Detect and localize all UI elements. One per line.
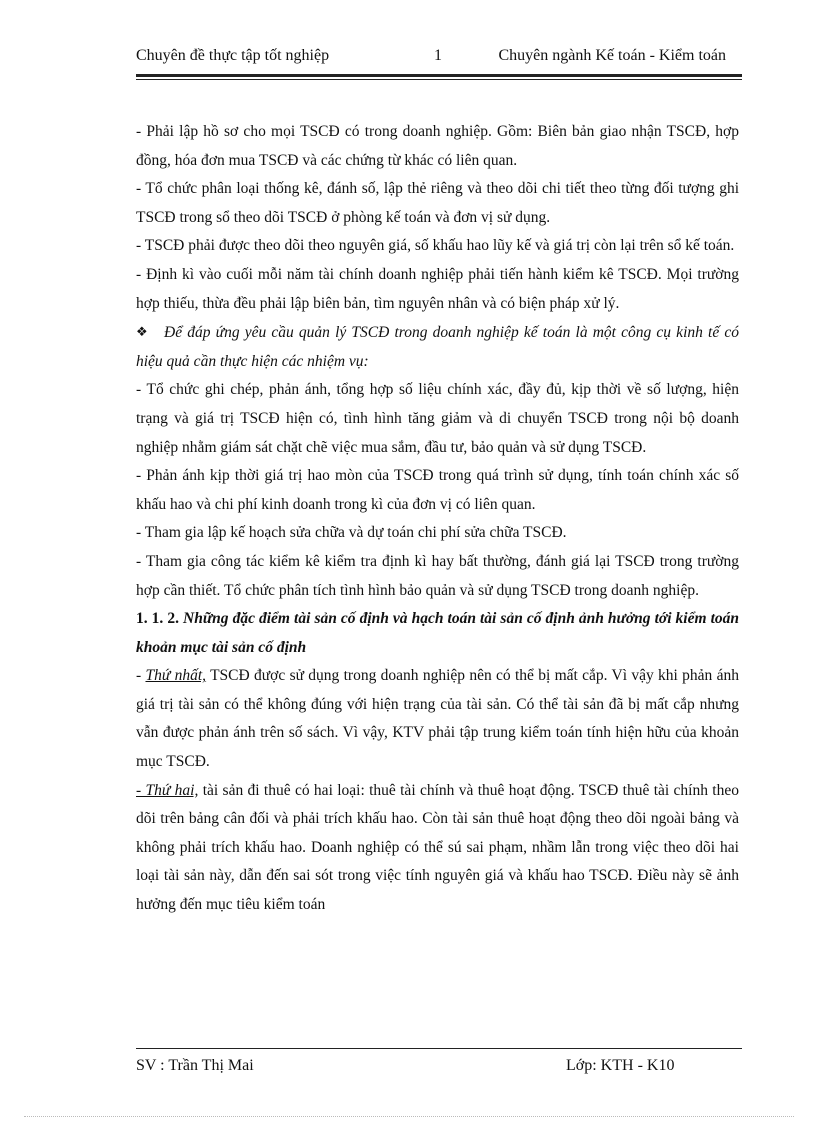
footer-class: Lớp: KTH - K10	[566, 1057, 675, 1074]
paragraph-10	[136, 777, 739, 920]
header-rule-thick	[136, 74, 742, 77]
diamond-bullet-icon: ❖	[136, 324, 148, 340]
page-number: 1	[434, 47, 442, 64]
second-label: - Thứ hai,	[136, 781, 199, 799]
paragraph-5: - Tổ chức ghi chép, phản ánh, tổng hợp số liệu chính xác, đầy đủ, kịp thời về số lượng, hiện trạng và giá trị TSCĐ hiện có, tình hình tăng giảm và di chuyển TSCĐ trong nội bộ doanh nghiệp nhằm giám sát chặt chẽ việc mua sắm, đầu tư, bảo quản và sử dụng TSCĐ.	[136, 381, 739, 456]
section-heading	[136, 605, 739, 662]
first-label: Thứ nhất,	[145, 667, 207, 685]
bullet-paragraph	[136, 318, 739, 376]
page-edge-divider	[24, 1116, 794, 1117]
paragraph-2: - Tổ chức phân loại thống kê, đánh số, lập thẻ riêng và theo dõi chi tiết theo từng đối tượng ghi TSCĐ trong sổ theo dõi TSCĐ ở phòng kế toán và đơn vị sử dụng.	[136, 180, 739, 226]
paragraph-1: - Phải lập hồ sơ cho mọi TSCĐ có trong doanh nghiệp. Gồm: Biên bản giao nhận TSCĐ, hợp đồng, hóa đơn mua TSCĐ và các chứng từ khác có liên quan.	[136, 123, 739, 169]
dash: -	[136, 667, 146, 685]
paragraph-3: - TSCĐ phải được theo dõi theo nguyên giá, số khấu hao lũy kế và giá trị còn lại trên sổ kế toán.	[136, 237, 735, 255]
paragraph-10-text: tài sản đi thuê có hai loại: thuê tài chính và thuê hoạt động. TSCĐ thuê tài chính theo dõi trên bảng cân đối và phải trích khấu hao. Còn tài sản thuê hoạt động theo dõi ngoài bảng và không phải trích khấu hao. Doanh nghiệp có thể sú sai phạm, nhầm lẫn trong việc theo dõi hai loại tài sản này, dẫn đến sai sót trong việc tính nguyên giá và khấu hao TSCĐ. Điều này sẽ ảnh hưởng đến mục tiêu kiểm toán	[136, 781, 739, 914]
header-rule-thin	[136, 79, 742, 80]
header-title: Chuyên đề thực tập tốt nghiệp	[136, 47, 330, 64]
paragraph-9-text: TSCĐ được sử dụng trong doanh nghiệp nên có thể bị mất cắp. Vì vậy khi phản ánh giá trị tài sản có thể không đúng với hiện trạng của tài sản. Có thể tài sản đã bị mất cắp nhưng vẫn được phản ánh trên số sách. Vì vậy, KTV phải tập trung kiểm toán tính hiện hữu của khoản mục TSCĐ.	[136, 667, 740, 771]
paragraph-8: - Tham gia công tác kiểm kê kiểm tra định kì hay bất thường, đánh giá lại TSCĐ trong trường hợp cần thiết. Tổ chức phân tích tình hình bảo quản và sử dụng TSCĐ trong doanh nghiệp.	[136, 552, 739, 599]
footer-rule	[136, 1048, 742, 1049]
footer-student: SV : Trần Thị Mai	[136, 1057, 254, 1074]
header-major: Chuyên ngành Kế toán - Kiểm toán	[498, 47, 726, 64]
section-title: Những đặc điểm tài sản cố định và hạch toán tài sản cố định ảnh hưởng tới kiểm toán khoản mục tài sản cố định	[136, 610, 740, 656]
paragraph-7: - Tham gia lập kế hoạch sửa chữa và dự toán chi phí sửa chữa TSCĐ.	[136, 524, 567, 542]
section-number: 1. 1. 2.	[136, 610, 179, 628]
paragraph-6: - Phản ánh kịp thời giá trị hao mòn của TSCĐ trong quá trình sử dụng, tính toán chính xác số khấu hao và chi phí kinh doanh trong kì của đơn vị có liên quan.	[136, 467, 739, 513]
bullet-text: Để đáp ứng yêu cầu quản lý TSCĐ trong doanh nghiệp kế toán là một công cụ kinh tế có hiệu quả cần thực hiện các nhiệm vụ:	[136, 324, 739, 370]
page-header	[136, 47, 726, 69]
paragraph-4: - Định kì vào cuối mỗi năm tài chính doanh nghiệp phải tiến hành kiểm kê TSCĐ. Mọi trường hợp thiếu, thừa đều phải lập biên bản, tìm nguyên nhân và có biện pháp xử lý.	[136, 265, 739, 312]
paragraph-9	[136, 662, 739, 776]
document-body	[136, 118, 739, 920]
